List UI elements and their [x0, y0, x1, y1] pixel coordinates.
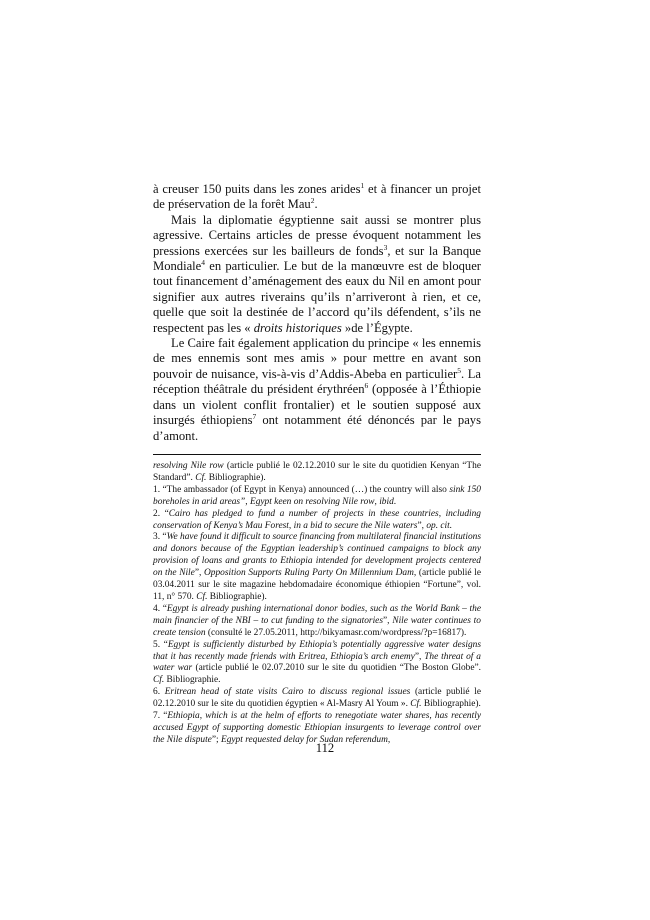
footnote-ref-2: 2 [310, 196, 315, 206]
footnote-ref-1: 1 [360, 181, 365, 190]
footnote-continuation: resolving Nile row (article publié le 02.12.2010 sur le site du quotidien Kenyan “The Standard”. Cf. Bibliographie). [153, 461, 482, 483]
footnote-ref-3: 3 [383, 242, 388, 252]
paragraph-1: à creuser 150 puits dans les zones arides$^1$ et à financer un projet de préservation de la forêt Mau$^2$. [153, 181, 481, 212]
footnote-ref-6: 6 [364, 381, 369, 391]
footnote-ref-4: 4 [201, 258, 206, 268]
footnote-7: 7. “Ethiopia, which is at the helm of efforts to renegotiate water shares, has recently accused Egypt of supporting domestic Ethiopian insurgents to leverage control over the Nile dispute”; Egypt requested delay for Sudan referendum, [153, 711, 481, 745]
body-text [153, 182, 481, 444]
paragraph-2: Mais la diplomatie égyptienne sait aussi se montrer plus agressive. Certains articles de presse évoquent notamment les pressions exercées sur les bailleurs de fonds$^3$, et sur la Banque Mondiale$^4$ en particulier. Le but de la manœuvre est de bloquer tout financement d’aménagement des eaux du Nil en amont pour signifier aux autres riverains qu’ils n’arriveront à rien, et ce, quelle que soit la destinée de l’accord qu’ils défendent, s’ils ne respectent pas les « droits historiques »de l’Égypte. [153, 212, 482, 335]
footnote-4: 4. “Egypt is already pushing international donor bodies, such as the World Bank – the main financier of the NBI – to cut funding to the signatories”, Nile water continues to create tension (consulté le 27.05.2011, http://bikyamasr.com/wordpress/?p=16817). [153, 603, 481, 638]
footnote-separator [153, 454, 481, 455]
footnotes [153, 461, 481, 747]
footnote-ref-5: 5 [457, 365, 461, 375]
footnote-5: 5. “Egypt is sufficiently disturbed by Ethiopia’s potentially aggressive water designs that it has recently made friends with Eritrea, Ethiopia’s arch enemy”, The threat of a water war (article publié le 02.07.2010 sur le site du quotidien “The Boston Globe”. Cf. Bibliographie. [153, 639, 481, 686]
footnote-1: 1. “The ambassador (of Egypt in Kenya) announced (…) the country will also sink 150 boreholes in arid areas”, Egypt keen on resolving Nile row, ibid. [153, 484, 481, 507]
page-number: 112 [315, 741, 335, 755]
footnote-6: 6. Eritrean head of state visits Cairo to discuss regional issues (article publié le 02.12.2010 sur le site du quotidien égyptien « Al-Masry Al Youm ». Cf. Bibliographie). [153, 687, 481, 710]
footnote-ref-7: 7 [252, 412, 257, 422]
footnote-2: 2. “Cairo has pledged to fund a number of projects in these countries, including conservation of Kenya’s Mau Forest, in a bid to secure the Nile waters”, op. cit. [153, 508, 481, 531]
footnote-3: 3. “We have found it difficult to source financing from multilateral financial institutions and donors because of the Egyptian leadership’s continued campaigns to block any provision of loans and grants to Ethiopia intended for development projects centered on the Nile”, Opposition Supports Ruling Party On Millennium Dam, (article publié le 03.04.2011 sur le site magazine hebdomadaire économique éthiopien “Fortune”, vol. 11, n° 570. Cf. Bibliographie). [153, 532, 481, 602]
paragraph-3: Le Caire fait également application du principe « les ennemis de mes ennemis sont mes amis » pour mettre en avant son pouvoir de nuisance, vis-à-vis d’Addis-Abeba en particulier$^5$. La réception théâtrale du président érythréen$^6$ (opposée à l’Éthiopie dans un violent conflit frontalier) et le soutien supposé aux insurgés éthiopiens$^7$ ont notamment été dénoncés par le pays d’amont. [153, 336, 481, 443]
